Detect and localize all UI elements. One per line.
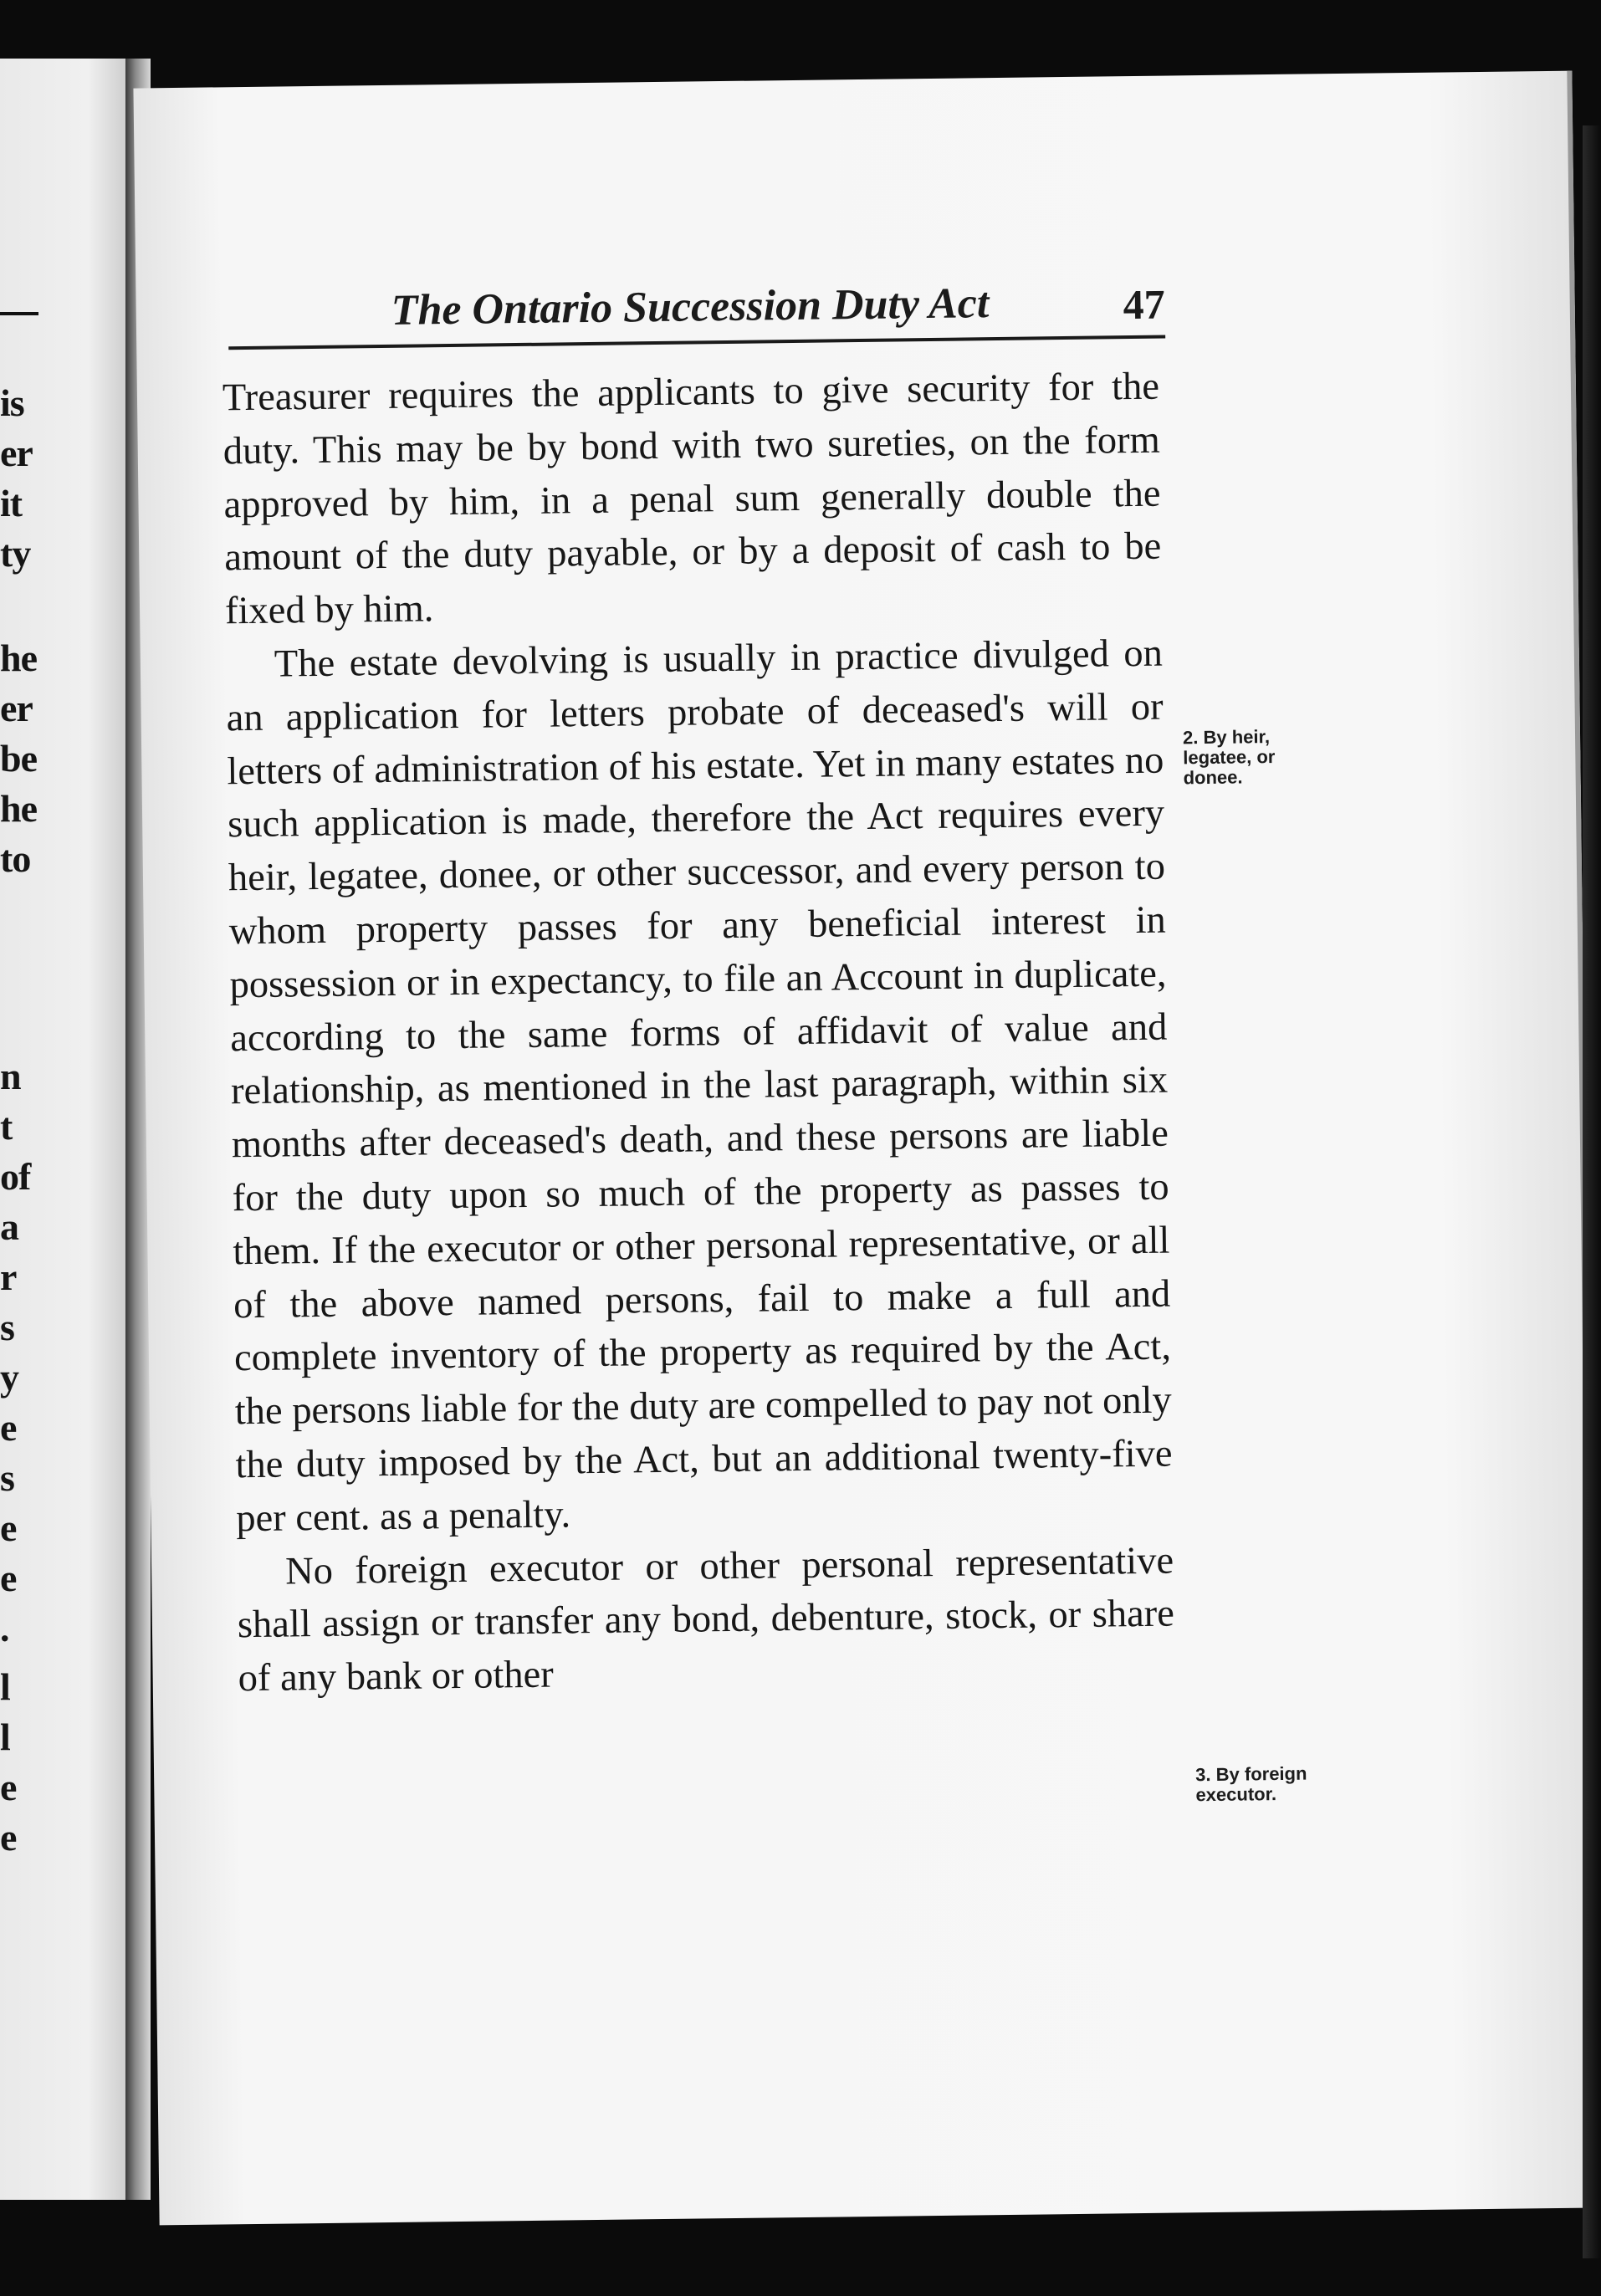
facing-page-word-fragment: s — [0, 1456, 14, 1499]
margin-note-2-number: 2. — [1182, 727, 1199, 749]
paragraph-1: Treasurer requires the applicants to give security for the duty. This may be by bond with two sureties, on the form approved by him, in a penal sum generally double the amount of the duty payable, or by a deposit of cash to be fixed by him. — [222, 365, 1162, 633]
facing-page-word-fragment: s — [0, 1306, 14, 1348]
running-title: The Ontario Succession Duty Act — [391, 279, 990, 335]
facing-page-fragment — [0, 59, 125, 2200]
page-number: 47 — [1123, 280, 1166, 329]
facing-page-word-fragment: it — [0, 482, 23, 524]
facing-page-word-fragment: e — [0, 1406, 17, 1449]
page-header — [228, 277, 1165, 350]
facing-page-word-fragment: e — [0, 1766, 17, 1808]
margin-note-2 — [1183, 726, 1317, 788]
facing-page-word-fragment: e — [0, 1816, 17, 1859]
book-page — [133, 71, 1598, 2226]
facing-page-word-fragment: . — [0, 1607, 9, 1649]
facing-page-word-fragment: is — [0, 381, 24, 424]
facing-page-rule — [0, 312, 38, 315]
facing-page-word-fragment: ty — [0, 532, 31, 575]
facing-page-word-fragment: er — [0, 687, 33, 729]
facing-page-word-fragment: e — [0, 1557, 17, 1599]
facing-page-word-fragment: he — [0, 787, 37, 830]
facing-page-word-fragment: n — [0, 1055, 21, 1097]
facing-page-word-fragment: r — [0, 1255, 17, 1298]
margin-note-3-text: By foreign executor. — [1195, 1762, 1307, 1806]
facing-page-word-fragment: e — [0, 1506, 17, 1549]
facing-page-word-fragment: l — [0, 1665, 10, 1708]
facing-page-word-fragment: er — [0, 432, 33, 474]
facing-page-word-fragment: t — [0, 1105, 13, 1148]
facing-page-word-fragment: be — [0, 737, 37, 780]
facing-page-word-fragment: a — [0, 1205, 18, 1248]
facing-page-word-fragment: to — [0, 837, 31, 880]
margin-note-3 — [1195, 1763, 1330, 1805]
margin-note-3-number: 3. — [1195, 1764, 1211, 1786]
facing-page-word-fragment: he — [0, 637, 37, 679]
paragraph-2: The estate devolving is usually in practice divulged on an application for letters probate of deceased's will or letters of administration of his estate. Yet in many estates no such application is made, therefore the Act requires every heir, legatee, donee, or other successor, and every person to whom property passes for any beneficial interest in possession or in expectancy, to file an Account in duplicate, according to the same forms of affidavit of value and relationship, as mentioned in the last paragraph, within six months after deceased's death, and these persons are liable for the duty upon so much of the property as passes to them. If the executor or other personal representative, or all of the above named persons, fail to make a full and complete inventory of the property as required by the Act, the persons liable for the duty are compelled to pay not only the duty imposed by the Act, but an additional twenty-five per cent. as a penalty. — [226, 632, 1173, 1540]
paragraph-3: No foreign executor or other personal representative shall assign or transfer any bond, debenture, stock, or share of any bank or other — [237, 1539, 1175, 1700]
facing-page-word-fragment: y — [0, 1356, 18, 1399]
facing-page-word-fragment: l — [0, 1716, 10, 1758]
facing-page-word-fragment: of — [0, 1155, 31, 1198]
margin-note-2-text: By heir, legatee, or donee. — [1183, 726, 1276, 789]
body-text — [223, 361, 1175, 1705]
page-edge-shadow — [1583, 125, 1601, 2258]
